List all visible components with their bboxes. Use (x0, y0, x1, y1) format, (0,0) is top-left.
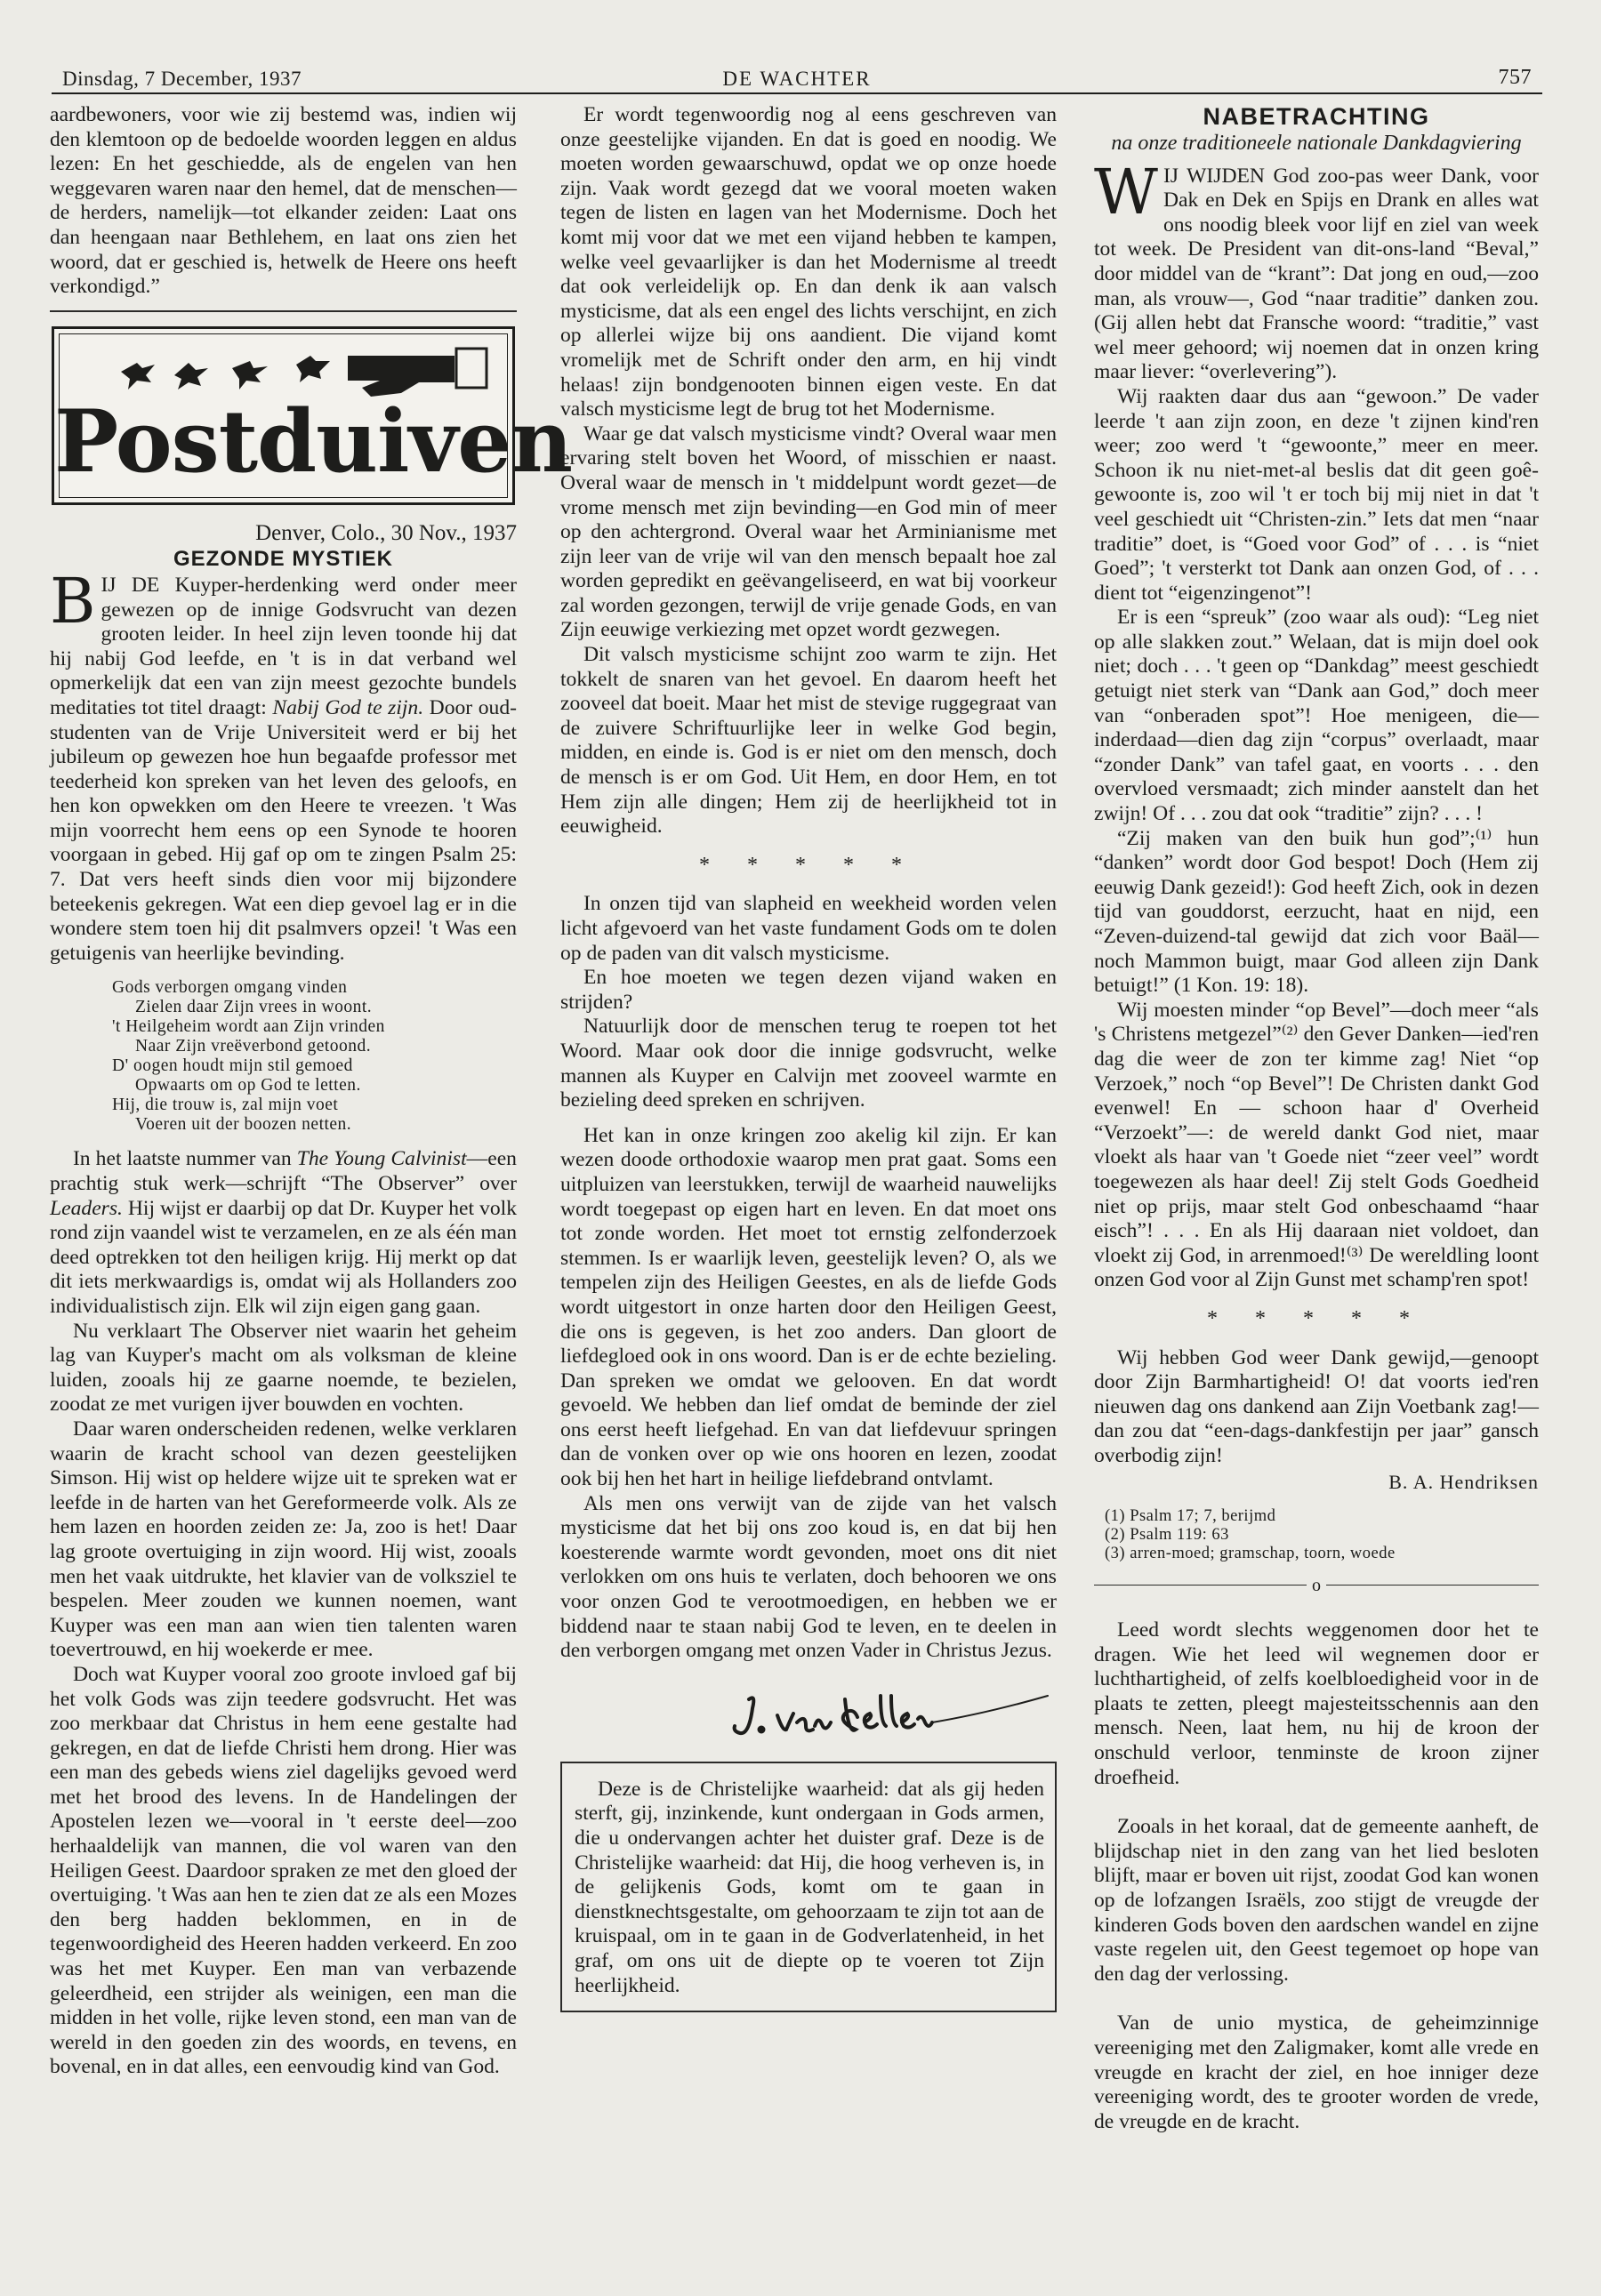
article-paragraph: Leed wordt slechts weggenomen door het te dragen. Wie het leed wil wegnemen door er luchthartigheid, of zelfs koelbloedigheid voor in de plaats te zetten, pleegt majesteitsschennis aan den mensch. Neen, laat hem, nu hij de kroon der onschuld verloor, tenminste de kroon zijner droefheid. (1094, 1618, 1539, 1789)
article-paragraph: Wij moesten minder “op Bevel”—doch meer “als 's Christens metgezel”⁽²⁾ den Gever Danken—ied'ren dag die weer de zon ter kimme zag! Niet “op Verzoek,” noch “op Bevel”! De Christen dankt God evenwel! En — schoon haar d' Overheid “Verzoekt”—: de wereld dankt God niet, maar vloekt als haar van 't Goede niet “zeer veel” wordt toegewezen als haar deel! Zij stelt Gods Goedheid niet op prijs, maar stelt God onbeschaamd “haar eisch”! . . . En als Hij daaraan niet voldoet, dan vloekt zij God, in arrenmoed!⁽³⁾ De wereldling loont onzen God voor al Zijn Gunst met schamp'ren spot! (1094, 998, 1539, 1292)
article-paragraph: En hoe moeten we tegen dezen vijand waken en strijden? (560, 966, 1057, 1014)
hand-icon (348, 356, 455, 397)
column-2 (560, 103, 1057, 2012)
footnotes (1105, 1507, 1539, 1563)
verse-line: Opwaarts om op God te letten. (135, 1076, 361, 1096)
article-paragraph: Als men ons verwijt van de zijde van het valsch mysticisme dat het bij ons zoo koud is, en dat bij hen koesterende warmte wordt gevonden, moet ons dit niet verlokken om ons huis te verlaten, doch behooren we ons voor onzen God te verootmoedigen, en hebben we er biddend naar te staan nabij God te leven, en te deelen in den verborgen omgang met onzen Vader in Christus Jezus. (560, 1491, 1057, 1663)
verse-line: Zielen daar Zijn vrees in woont. (135, 998, 373, 1017)
page-number: 757 (1498, 66, 1532, 89)
article-paragraph: Waar ge dat valsch mysticisme vindt? Overal waar men ervaring stelt boven het Woord, of misschien er naast. Overal waar de mensch in 't middelpunt wordt gezet—de vrome mensch met zijn bevinding—en God min of meer op den achtergrond. Overal waar het Arminianisme met zijn leer van de vrije wil van den mensch bepaalt hoe zal worden gepredikt en geëvangeliseerd, en wat bij voorkeur zal worden gezongen, terwijl de vrije genade Gods, en van Zijn eeuwige verkiezing met opzet wordt gezwegen. (560, 421, 1057, 642)
verse-line: Gods verborgen omgang vinden (112, 978, 348, 998)
verse-line: Naar Zijn vreëverbond getoond. (135, 1037, 372, 1056)
article-paragraph: Doch wat Kuyper vooral zoo groote invloed gaf bij het volk Gods was zijn teedere godsvrucht. Het was zoo merkbaar dat Christus in hem eene gestalte had gekregen, en dat de liefde Christi hem drong. Hier was een man des gebeds wiens ziel dagelijks gevoed werd met het brood des levens. In de Handelingen der Apostelen lezen we—vooral in 't eerste deel—zoo herhaaldelijk van mannen, die vol waren van den Heiligen Geest. Daardoor spraken ze met den gloed der overtuiging. 't Was aan hen te zien dat ze als een Mozes den berg hadden beklommen, en in de tegenwoordigheid des Heeren hadden verkeerd. En zoo was het met Kuyper. Een man van verbazende geleerdheid, een strijder als weinigen, een man die midden in het volle, rijke leven stond, een man van de wereld in den goeden zin des woords, en tevens, en bovenal, en in dat alles, een eenvoudig kind van God. (50, 1662, 517, 2079)
drop-cap: W (1094, 155, 1158, 229)
footnote: (1) Psalm 17; 7, berijmd (1105, 1507, 1276, 1526)
article-paragraph: Van de unio mystica, de geheimzinnige vereeniging met den Zaligmaker, komt alle vrede en vreugde en kracht der ziel, en hoe inniger deze vereeniging wordt, des te grooter worden de vrede, de vreugde en de kracht. (1094, 2011, 1539, 2133)
header-rule (52, 92, 1542, 94)
drop-cap: B (50, 564, 96, 638)
article-paragraph: Het kan in onze kringen zoo akelig kil zijn. Er kan wezen doode orthodoxie waarop men prat gaat. Soms een uitpluizen van leerstukken, terwijl de waarheid nauwelijks wordt toegepast op eigen hart en leven. En dat moet ons tot zonde worden. Het moet tot ernstig zelfonderzoek stemmen. Is er waarlijk leven, geestelijk leven? O, als we tempelen zijn des Heiligen Geestes, en als de liefde Gods wordt uitgestort in onze harten door den Heiligen Geest, die ons is gegeven, is het zoo anders. Dan gloort de liefdegloed ook in ons woord. Dan is er de echte bezieling. Dan spreken we omdat we gelooven. En dat wordt gevoeld. We hebben dan lief omdat de beminde der ziel ons eerst heeft liefgehad. En van dat liefdevuur springen dan de vonken over op wie ons hooren en lezen, zoodat ook bij hen het hart in heilige liefdebrand ontvlamt. (560, 1123, 1057, 1491)
cuff-icon (456, 349, 487, 388)
pigeon-icon (232, 361, 268, 389)
article-heading: GEZONDE MYSTIEK (173, 547, 394, 572)
psalm-verse (112, 978, 517, 1135)
author-signature: B. A. Hendriksen (1388, 1471, 1539, 1494)
article-paragraph: In het laatste nummer van The Young Calvinist—een prachtig stuk werk—schrijft “The Observer” over Leaders. Hij wijst er daarbij op dat Dr. Kuyper het volk rond zijn vaandel wist te verzamelen, en ze als één man deed optrekken tot den heiligen krijg. Hij merkt op dat dit iets merkwaardigs is, omdat wij als Hollanders zoo individualistisch zijn. Elk wil zijn eigen gang gaan. (50, 1147, 517, 1318)
article-paragraph: “Zij maken van den buik hun god”;⁽¹⁾ hun “danken” wordt door God bespot! Doch (Hem zij eeuwig Dank gezeid!): God heeft Zich, ook in dezen tijd van gouddorst, eerzucht, haat en nijd, een “Zeven-duizend-tal gewijd dat zich voor Baäl—noch Mammon buigt, maar God alleen zijn Dank betuigt!” (1 Kon. 19: 18). (1094, 826, 1539, 998)
article-paragraph: Natuurlijk door de menschen terug te roepen tot het Woord. Maar ook door die innige godsvrucht, welke mannen als Kuyper en Calvijn met zooveel warmte en bezieling deed spreken en schrijven. (560, 1015, 1057, 1112)
masthead: DE WACHTER (722, 68, 872, 90)
verse-line: Hij, die trouw is, zal mijn voet (112, 1096, 339, 1115)
dateline: Denver, Colo., 30 Nov., 1937 (255, 520, 517, 545)
quote-text: Deze is de Christelijke waarheid: dat als gij heden sterft, gij, inzinkende, kunt ondergaan in Gods armen, die u ondervangen achter het duister graf. Deze is de Christelijke waarheid: dat Hij, die hoog verheven is, in de gelijkenis Gods, komt om te gaan in dienstknechtsgestalte, om gehoorzaam te zijn tot aan de kruispaal, om in te gaan in de Godverlatenheid, in het graf, om ons uit de diepte op te voeren tot Zijn heerlijkheid. (575, 1777, 1044, 1997)
article-paragraph: BIJ DE Kuyper-herdenking werd onder meer gewezen op de innige Godsvrucht van dezen grooten leider. In heel zijn leven toonde hij dat hij nabij God leefde, en 't is in dat verband wel opmerkelijk dat een van zijn meest gezochte bundels meditaties tot titel draagt: Nabij God te zijn. Door oud-studenten van de Vrije Universiteit werd er bij het jubileum op gewezen hoe hun begaafde professor met teederheid kon spreken van het leven des geloofs, en hen kon opwekken om den Heere te vreezen. 't Was mijn voorrecht hem eens op een Synode te hooren voorgaan in gebed. Hij gaf op om te zingen Psalm 25: 7. Dat vers heeft sinds dien voor mij bijzondere beteekenis gekregen. Wat een diep gevoel lag er in die wondere stem toen hij dit psalmvers opzei! 't Was een getuigenis van heerlijke bevinding. (50, 564, 517, 965)
signature-image (560, 1664, 1057, 1753)
author-signature (560, 1664, 1057, 1753)
article-paragraph: Zooals in het koraal, dat de gemeente aanheft, de blijdschap niet in den zang van het lied besloten blijft, maar er boven uit rijst, zoodat God kan wonen op de lofzangen Israëls, zoo stijgt de vreugde der kinderen Gods boven den aardschen wandel en zijne vaste regelen uit, den Geest tegemoet op hope van den dag der verlossing. (1094, 1815, 1539, 1986)
pigeon-icon (296, 356, 330, 382)
pigeon-icon (121, 363, 155, 389)
postduiven-banner (52, 326, 573, 505)
banner-title: Postduiven (54, 390, 573, 492)
book-title: Nabij God te zijn. (272, 695, 424, 719)
ornament-glyph: o (1307, 1574, 1326, 1599)
article-subheading: na onze traditioneele nationale Dankdagviering (1111, 131, 1522, 155)
column-rule (50, 310, 517, 312)
article-paragraph: Wij hebben God weer Dank gewijd,—genoopt door Zijn Barmhartigheid! O! dat voorts ied'ren nieuwen dag ons dankend aan Zijn Voetbank zag!—dan zou dat “een-dags-dankfestijn per jaar” gansch overbodig zijn! (1094, 1345, 1539, 1467)
article-paragraph: Wij raakten daar dus aan “gewoon.” De vader leerde 't aan zijn zoon, en deze 't zijnen kind'ren weer; zoo werd 't “gewoonte,” meer en meer. Schoon ik nu niet-met-al beslis dat dit geen goê-gewoonte is, zoo wil 't er toch bij mij niet in dat 't veel geschiedt uit “Christen-zin.” Iets dat men “naar traditie” doet, is “Goed voor God” of . . . is “niet Goed”; 't versterkt tot Dank aan onzen God, of . . . dient tot “eigenzingenot”! (1094, 384, 1539, 605)
verse-line: 't Heilgeheim wordt aan Zijn vrinden (112, 1017, 385, 1037)
article-paragraph: Daar waren onderscheiden redenen, welke verklaren waarin de kracht school van dezen geestelijken Simson. Hij wist op heldere wijze uit te spreken wat er leefde in de harten van het Gereformeerde volk. Als ze hem lazen en hoorden zeiden ze: Ja, zoo is het! Daar lag groote overtuiging in zijn woord. Hij wist, zooals men het vaak uitdrukte, het klavier van de volksziel te bespelen. Meer zouden we kunnen noemen, want Kuyper was een man aan wien tien talenten waren toevertrouwd, en hij woekerde er mee. (50, 1417, 517, 1662)
magazine-title: The Young Calvinist (296, 1147, 467, 1171)
article-paragraph: In onzen tijd van slapheid en weekheid worden velen licht afgevoerd van het vaste fundament Gods om te dolen op de paden van dit valsch mysticisme. (560, 892, 1057, 965)
ornament-divider (1094, 1572, 1539, 1597)
pigeon-icon (174, 363, 208, 389)
issue-date: Dinsdag, 7 December, 1937 (62, 68, 302, 90)
quote-box (560, 1762, 1057, 2012)
page-header (52, 62, 1542, 94)
section-divider-stars: * * * * * (1207, 1306, 1426, 1330)
article-paragraph: Nu verklaart The Observer niet waarin het geheim lag van Kuyper's macht om als volksman de kleine luiden, zooals hij ze gaarne noemde, te bezielen, zoodat ze met vurigen ijver bouwden en vochten. (50, 1319, 517, 1417)
article-paragraph: WIJ WIJDEN God zoo-pas weer Dank, voor Dak en Dek en Spijs en Drank en alles wat ons noodig bleek voor lijf en ziel van week tot week. De President van dit-ons-land “Beval,” door middel van de “krant”: Dat jong en oud,—zoo man, als vrouw—, God “naar traditie” danken zou. (Gij allen hebt dat Fransche woord: “traditie,” vast wel meer gehoord; wij noemen dat in onzen kring maar liever: “overlevering”). (1094, 155, 1539, 384)
article-title: Leaders. (50, 1196, 123, 1220)
footnote: (3) arren-moed; gramschap, toorn, woede (1105, 1545, 1396, 1563)
article-paragraph: Er wordt tegenwoordig nog al eens geschreven van onze geestelijke vijanden. En dat is goed en noodig. We moeten worden gewaarschuwd, opdat we op onze hoede zijn. Vaak wordt gezegd dat we vooral moeten waken tegen de listen en lagen van het Modernisme. Doch het komt mij voor dat we met een vijand hebben te kampen, welke veel gevaarlijker is dan het Modernisme al treedt dat ook verleidelijk op. En dan denk ik aan valsch mysticisme, dat als een engel des lichts verschijnt, en zich op allerlei wijze bij ons aandient. Die vijand komt vromelijk met de Schrift onder den arm, en hij vindt helaas! zijn bondgenooten binnen eigen veste. En dat valsch mysticisme legt de brug tot het Modernisme. (560, 103, 1057, 421)
column-3 (1094, 103, 1539, 2134)
article-paragraph: Er is een “spreuk” (zoo waar als oud): “Leg niet op alle slakken zout.” Welaan, dat is mijn doel ook niet; doch . . . 't geen op “Dankdag” meest geschiedt getuigt niet sterk van “Dank aan God,” doch meer van “onberaden spot”! Hoe menigeen, die—inderdaad—dien dag zijn “corpus” overlaadt, maar “zonder Dank” van tafel gaat, en voorts . . . den overvloed versmaadt; zich minder aanstelt dan het zwijn! Of . . . zou dat ook “traditie” zijn? . . . ! (1094, 606, 1539, 826)
column-1 (50, 103, 573, 2080)
article-heading: NABETRACHTING (1203, 103, 1430, 130)
verse-line: Voeren uit der boozen netten. (135, 1115, 352, 1135)
article-paragraph: Dit valsch mysticisme schijnt zoo warm te zijn. Het tokkelt de snaren van het gevoel. En daarom heeft het zooveel dat boeit. Maar het mist de stevige ruggegraat van de zuivere Schriftuurlijke leer in welke God begin, midden, en einde is. God is er niet om den mensch, doch de mensch is er om God. Uit Hem, en door Hem, en tot Hem zijn alle dingen; Hem zij de heerlijkheid tot in eeuwigheid. (560, 643, 1057, 839)
section-divider-stars: * * * * * (699, 853, 918, 877)
intro-paragraph: aardbewoners, voor wie zij bestemd was, indien wij den klemtoon op de bedoelde woorden leggen en aldus lezen: En het geschiedde, als de engelen van hen weggevaren waren naar den hemel, dat de menschen—de herders, namelijk—tot elkander zeiden: Laat ons dan heengaan naar Bethlehem, en laat ons zien het woord, dat er geschied is, hetwelk de Heere ons heeft verkondigd.” (50, 103, 517, 299)
footnote: (2) Psalm 119: 63 (1105, 1526, 1229, 1545)
verse-line: D' oogen houdt mijn stil gemoed (112, 1056, 353, 1076)
